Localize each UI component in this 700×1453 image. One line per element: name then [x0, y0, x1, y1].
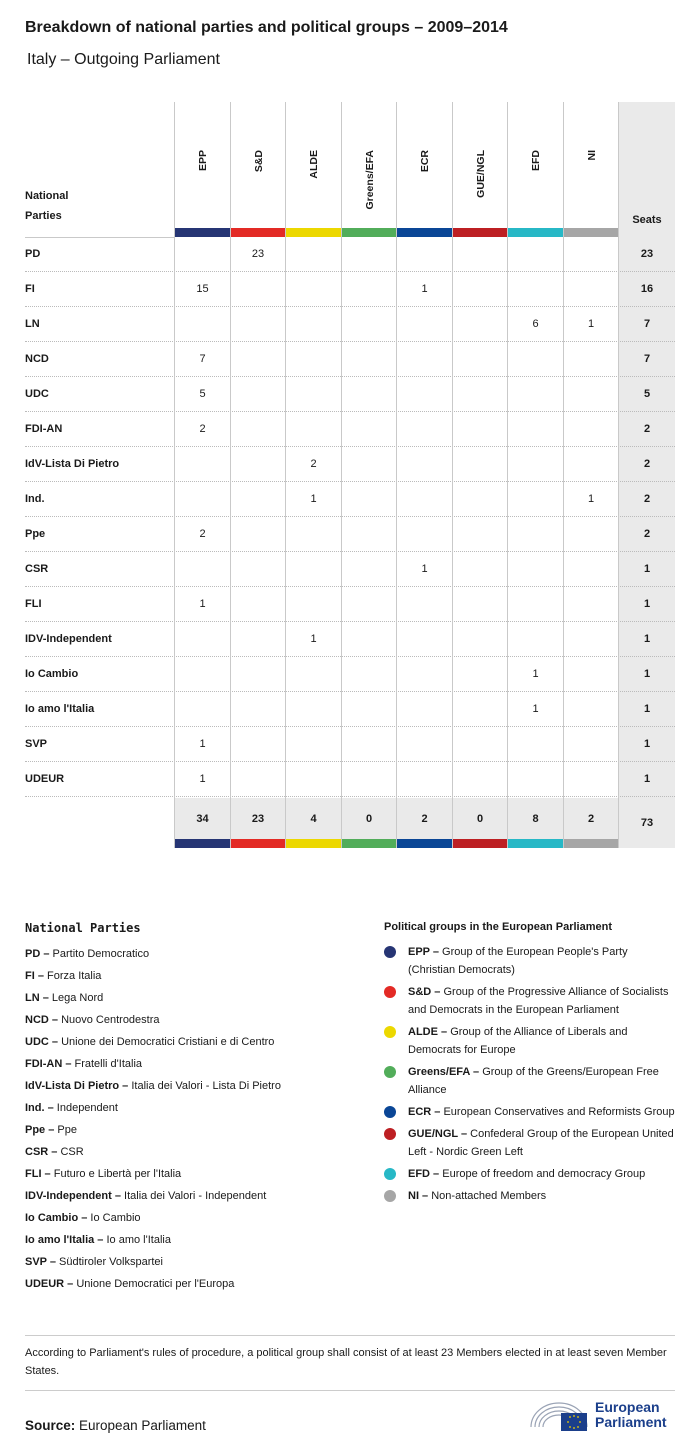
seat-count-cell: 1 — [587, 318, 595, 330]
party-abbr: UDC – — [25, 1036, 62, 1048]
group-column-label: EFD — [530, 150, 542, 171]
group-color-bar — [508, 228, 563, 237]
party-name: PD — [25, 248, 41, 260]
european-parliament-logo — [527, 1397, 677, 1437]
group-color-bar — [175, 228, 230, 237]
logo-text — [595, 1400, 667, 1430]
group-abbr: GUE/NGL – — [408, 1128, 471, 1140]
group-total-cell: 23 — [251, 813, 265, 825]
party-legend-item — [25, 1185, 355, 1207]
group-column-header — [197, 150, 217, 240]
group-column-header — [364, 150, 384, 240]
party-head-line2: Parties — [25, 210, 62, 222]
group-legend-item — [384, 1125, 675, 1161]
group-column-header — [586, 150, 606, 240]
seat-count-cell: 1 — [310, 633, 317, 645]
group-column-header — [308, 150, 328, 240]
group-legend-item — [384, 983, 675, 1019]
party-legend-item — [25, 1075, 355, 1097]
party-full-name: Ppe — [57, 1124, 77, 1136]
party-name: Io Cambio — [25, 668, 79, 680]
table-header — [25, 102, 675, 237]
party-legend — [25, 921, 355, 1295]
group-legend-item — [384, 1165, 675, 1183]
party-full-name: Fratelli d'Italia — [74, 1058, 143, 1070]
party-abbr: IdV-Lista Di Pietro – — [25, 1080, 132, 1092]
group-full-name: Confederal Group of the European United Left - Nordic Green Left — [408, 1128, 674, 1158]
group-color-dot-icon — [384, 1106, 396, 1118]
group-abbr: S&D – — [408, 986, 444, 998]
party-legend-item — [25, 1119, 355, 1141]
party-abbr: PD – — [25, 948, 53, 960]
table-body — [25, 237, 675, 797]
party-name: NCD — [25, 353, 49, 365]
footnote: According to Parliament's rules of procedure, a political group shall consist of at least 23 Members elected in at least seven Member States. — [25, 1335, 675, 1391]
party-legend-item — [25, 1053, 355, 1075]
group-color-dot-icon — [384, 1066, 396, 1078]
source-label: Source: — [25, 1418, 76, 1433]
party-name: SVP — [25, 738, 48, 750]
group-legend-item — [384, 943, 675, 979]
table-row — [25, 692, 675, 727]
table-row — [25, 482, 675, 517]
party-name: Ind. — [25, 493, 45, 505]
party-full-name: Italia dei Valori - Lista Di Pietro — [131, 1080, 281, 1092]
group-color-dot-icon — [384, 1026, 396, 1038]
party-seat-total: 1 — [643, 703, 651, 715]
party-full-name: Partito Democratico — [52, 948, 150, 960]
party-head-line1: National — [25, 190, 69, 202]
party-column-header — [25, 186, 68, 226]
party-legend-item — [25, 1251, 355, 1273]
party-seat-total: 7 — [643, 353, 651, 365]
table-row — [25, 657, 675, 692]
group-total-cell: 4 — [310, 813, 317, 825]
group-full-name: Group of the European People's Party (Christian Democrats) — [408, 946, 628, 976]
group-legend-item — [384, 1187, 675, 1205]
party-abbr: UDEUR – — [25, 1278, 77, 1290]
party-abbr: LN – — [25, 992, 52, 1004]
party-abbr: IDV-Independent – — [25, 1190, 125, 1202]
party-name: FI — [25, 283, 35, 295]
group-column-label: Greens/EFA — [363, 150, 376, 210]
group-full-name: Group of the Greens/European Free Alliance — [408, 1066, 659, 1096]
party-full-name: Futuro e Libertà per l'Italia — [53, 1168, 182, 1180]
table-row — [25, 587, 675, 622]
party-legend-item — [25, 1273, 355, 1295]
group-total-cell: 2 — [421, 813, 428, 825]
seat-count-cell: 5 — [199, 388, 206, 400]
table-row — [25, 552, 675, 587]
group-column-header — [253, 150, 273, 240]
party-abbr: FLI – — [25, 1168, 54, 1180]
group-color-bar-bottom — [175, 839, 230, 848]
party-full-name: Io amo l'Italia — [106, 1234, 171, 1246]
group-color-bar — [397, 228, 452, 237]
party-full-name: Nuovo Centrodestra — [61, 1014, 160, 1026]
group-column-header — [475, 150, 495, 240]
column-divider — [341, 102, 342, 848]
party-legend-item — [25, 1031, 355, 1053]
seat-count-cell: 1 — [421, 563, 428, 575]
party-seat-total: 1 — [643, 738, 651, 750]
column-divider — [396, 102, 397, 848]
party-legend-item — [25, 1229, 355, 1251]
group-total-cell: 34 — [196, 813, 209, 825]
table-row — [25, 237, 675, 272]
group-total-cell: 8 — [532, 813, 539, 825]
seat-count-cell: 1 — [199, 598, 206, 610]
seat-count-cell: 1 — [421, 283, 428, 295]
group-legend-item — [384, 1103, 675, 1121]
group-column-label: GUE/NGL — [474, 150, 487, 198]
group-full-name: Non-attached Members — [431, 1190, 547, 1202]
group-legend-item — [384, 1023, 675, 1059]
group-column-label: S&D — [252, 150, 265, 173]
party-legend-item — [25, 1097, 355, 1119]
column-divider — [452, 102, 453, 848]
seat-count-cell: 1 — [532, 703, 539, 715]
totals-row — [175, 798, 675, 848]
party-legend-item — [25, 965, 355, 987]
group-color-dot-icon — [384, 1190, 396, 1202]
party-full-name: Forza Italia — [47, 970, 102, 982]
party-full-name: Unione Democratici per l'Europa — [76, 1278, 235, 1290]
party-full-name: Io Cambio — [90, 1212, 141, 1224]
table-row — [25, 762, 675, 797]
group-color-bar-bottom — [564, 839, 619, 848]
party-full-name: Südtiroler Volkspartei — [59, 1256, 163, 1268]
group-full-name: Europe of freedom and democracy Group — [442, 1168, 646, 1180]
party-seat-total: 2 — [643, 493, 651, 505]
party-legend-item — [25, 1141, 355, 1163]
table-row — [25, 727, 675, 762]
table-row — [25, 517, 675, 552]
party-seat-total: 1 — [643, 668, 651, 680]
group-legend — [384, 921, 675, 1209]
party-seat-total: 2 — [643, 423, 651, 435]
table-row — [25, 622, 675, 657]
group-color-bar-bottom — [453, 839, 508, 848]
party-abbr: SVP – — [25, 1256, 60, 1268]
column-divider — [618, 102, 619, 848]
party-name: CSR — [25, 563, 49, 575]
party-legend-heading: National Parties — [25, 921, 141, 935]
party-seat-total: 23 — [640, 248, 654, 260]
party-name: Io amo l'Italia — [25, 703, 95, 715]
column-divider — [563, 102, 564, 848]
column-divider — [285, 102, 286, 848]
party-seat-total: 2 — [643, 528, 651, 540]
chart-subtitle: Italy – Outgoing Parliament — [27, 51, 220, 68]
group-legend-item — [384, 1063, 675, 1099]
group-color-bar-bottom — [508, 839, 563, 848]
party-abbr: Io Cambio – — [25, 1212, 91, 1224]
seat-count-cell: 1 — [199, 738, 206, 750]
seat-count-cell: 2 — [310, 458, 317, 470]
seat-count-cell: 1 — [587, 493, 595, 505]
source-note — [25, 1418, 206, 1433]
party-full-name: CSR — [60, 1146, 84, 1158]
party-name: FLI — [25, 598, 42, 610]
seat-count-cell: 7 — [199, 353, 206, 365]
party-legend-item — [25, 1207, 355, 1229]
party-full-name: Lega Nord — [51, 992, 104, 1004]
party-legend-item — [25, 943, 355, 965]
group-full-name: Group of the Progressive Alliance of Socialists and Democrats in the European Parliament — [408, 986, 669, 1016]
source-value: European Parliament — [79, 1418, 206, 1433]
group-abbr: Greens/EFA – — [408, 1066, 483, 1078]
group-abbr: EFD – — [408, 1168, 443, 1180]
party-legend-item — [25, 1163, 355, 1185]
group-color-dot-icon — [384, 1128, 396, 1140]
party-abbr: Ppe – — [25, 1124, 58, 1136]
table-row — [25, 377, 675, 412]
party-name: IDV-Independent — [25, 633, 112, 645]
group-legend-heading: Political groups in the European Parliament — [384, 921, 612, 933]
group-full-name: Group of the Alliance of Liberals and Democrats for Europe — [408, 1026, 628, 1056]
group-abbr: EPP – — [408, 946, 443, 958]
seat-count-cell: 1 — [310, 493, 317, 505]
group-color-bar — [342, 228, 397, 237]
group-color-dot-icon — [384, 986, 396, 998]
group-color-bar-bottom — [342, 839, 397, 848]
group-total-cell: 2 — [587, 813, 595, 825]
column-divider — [230, 102, 231, 848]
group-full-name: European Conservatives and Reformists Group — [443, 1106, 675, 1118]
group-column-label: ALDE — [308, 150, 320, 179]
group-color-dot-icon — [384, 946, 396, 958]
party-full-name: Independent — [56, 1102, 118, 1114]
party-legend-item — [25, 1009, 355, 1031]
table-row — [25, 307, 675, 342]
seat-count-cell: 6 — [532, 318, 539, 330]
logo-line1: European — [595, 1399, 660, 1415]
party-full-name: Italia dei Valori - Independent — [124, 1190, 267, 1202]
grand-total: 73 — [640, 817, 654, 829]
seat-count-cell: 1 — [532, 668, 539, 680]
group-color-bar — [286, 228, 341, 237]
table-row — [25, 342, 675, 377]
table-row — [25, 447, 675, 482]
party-name: UDEUR — [25, 773, 65, 785]
party-abbr: FI – — [25, 970, 48, 982]
party-full-name: Unione dei Democratici Cristiani e di Centro — [61, 1036, 275, 1048]
party-seat-total: 7 — [643, 318, 651, 330]
parliament-hemicycle-icon — [527, 1397, 591, 1433]
party-abbr: CSR – — [25, 1146, 61, 1158]
party-seat-total: 1 — [643, 563, 651, 575]
party-abbr: FDI-AN – — [25, 1058, 75, 1070]
chart-title: Breakdown of national parties and political groups – 2009–2014 — [25, 19, 508, 36]
group-color-bar — [564, 228, 619, 237]
group-abbr: NI – — [408, 1190, 432, 1202]
group-color-dot-icon — [384, 1168, 396, 1180]
party-abbr: Io amo l'Italia – — [25, 1234, 107, 1246]
logo-line2: Parliament — [595, 1414, 667, 1430]
group-column-header — [530, 150, 550, 240]
group-total-cell: 0 — [476, 813, 484, 825]
group-column-label: ECR — [419, 150, 431, 173]
party-name: IdV-Lista Di Pietro — [25, 458, 120, 470]
party-name: LN — [25, 318, 40, 330]
party-name: FDI-AN — [25, 423, 63, 435]
party-seat-total: 1 — [643, 773, 651, 785]
seat-count-cell: 2 — [199, 528, 206, 540]
party-seat-total: 2 — [643, 458, 651, 470]
seat-count-cell: 15 — [196, 283, 209, 295]
column-divider — [174, 102, 175, 848]
party-name: UDC — [25, 388, 49, 400]
party-seat-total: 1 — [643, 633, 651, 645]
group-color-bar — [231, 228, 286, 237]
seat-count-cell: 23 — [251, 248, 265, 260]
group-color-bar — [453, 228, 508, 237]
group-color-bar-bottom — [397, 839, 452, 848]
seat-count-cell: 2 — [199, 423, 206, 435]
group-color-bar-bottom — [231, 839, 286, 848]
party-name: Ppe — [25, 528, 46, 540]
seat-count-cell: 1 — [199, 773, 206, 785]
party-seat-total: 5 — [643, 388, 651, 400]
party-seat-total: 16 — [640, 283, 654, 295]
seats-column-header: Seats — [632, 214, 662, 226]
group-abbr: ECR – — [408, 1106, 444, 1118]
group-column-header — [419, 150, 439, 240]
group-column-label: NI — [585, 150, 598, 161]
party-seat-total: 1 — [643, 598, 651, 610]
group-column-label: EPP — [197, 150, 209, 172]
group-color-bar-bottom — [286, 839, 341, 848]
group-abbr: ALDE – — [408, 1026, 451, 1038]
party-abbr: Ind. – — [25, 1102, 57, 1114]
group-total-cell: 0 — [365, 813, 373, 825]
party-abbr: NCD – — [25, 1014, 62, 1026]
party-legend-item — [25, 987, 355, 1009]
table-row — [25, 412, 675, 447]
table-row — [25, 272, 675, 307]
column-divider — [507, 102, 508, 848]
